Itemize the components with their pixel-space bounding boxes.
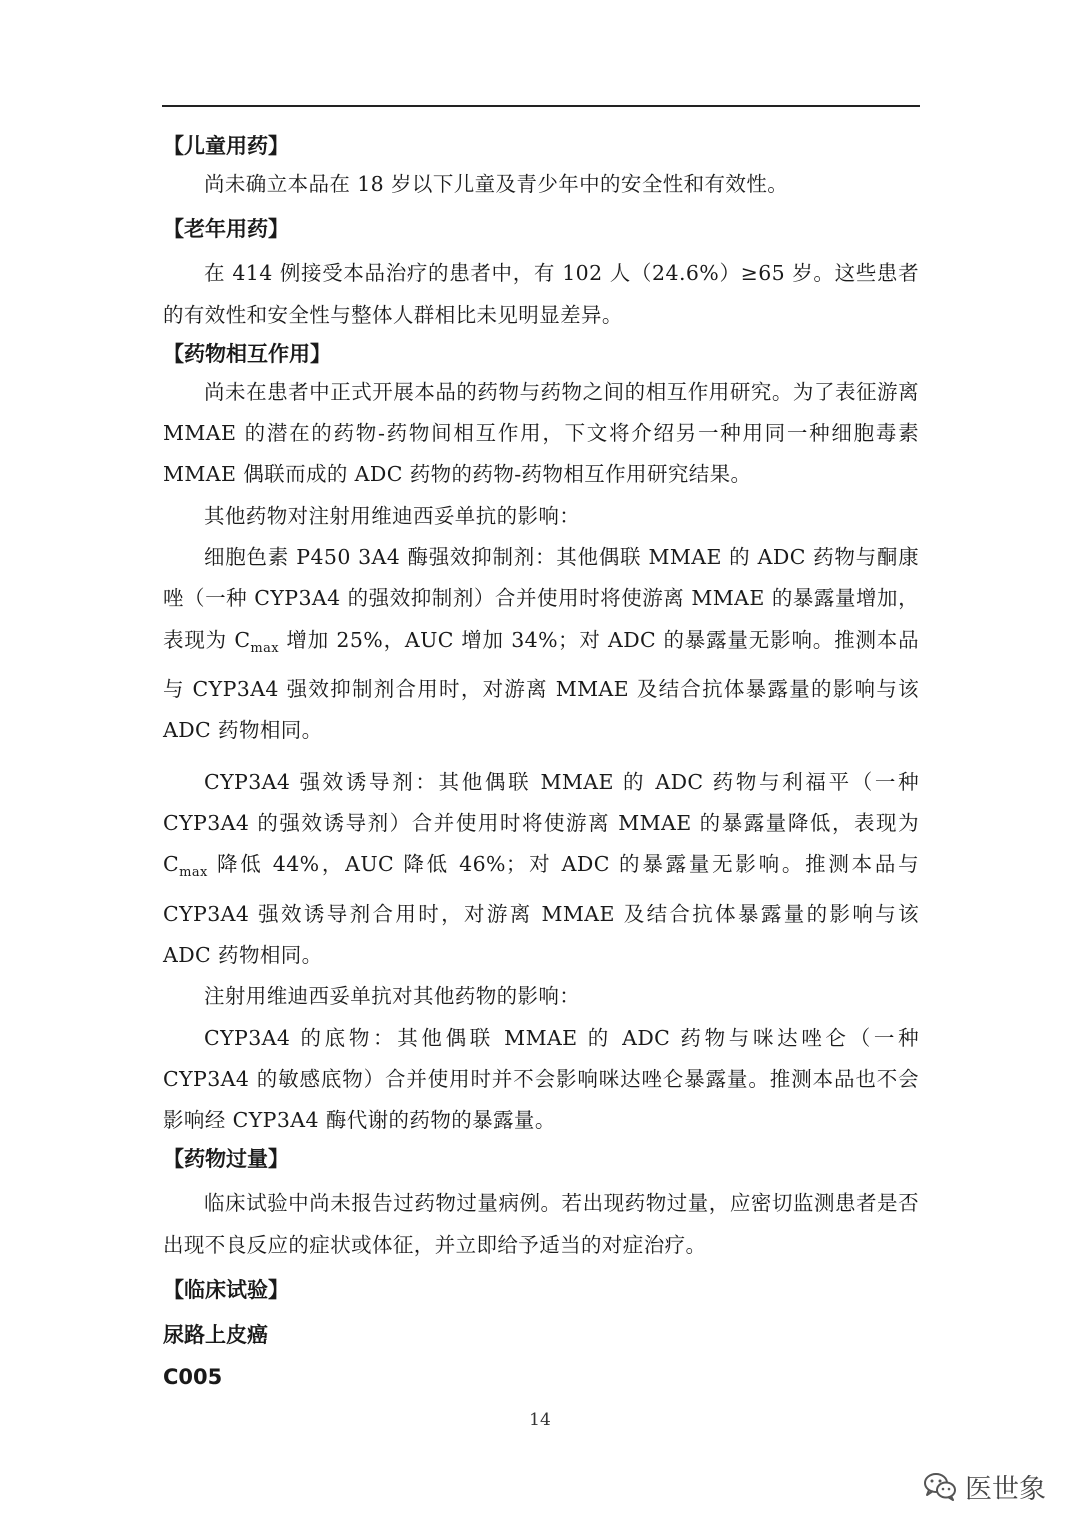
- document-body: [163, 128, 919, 1398]
- paragraph-overdose: 临床试验中尚未报告过药物过量病例。若出现药物过量，应密切监测患者是否出现不良反应的症状或体征，并立即给予适当的对症治疗。: [163, 1191, 919, 1257]
- header-rule: [162, 105, 920, 107]
- paragraph-cyp3a4-inducer: [163, 762, 919, 977]
- section-heading-overdose: 【药物过量】: [163, 1147, 289, 1172]
- study-id: C005: [163, 1365, 223, 1390]
- section-heading-geriatric: 【老年用药】: [163, 217, 289, 242]
- inhibitor-text-a: 细胞色素 P450 3A4 酶强效抑制剂：其他偶联 MMAE 的 ADC 药物与酮康唑（一种 CYP3A4 的强效抑制剂）合并使用时将使游离 MMAE 的暴露量增加，表现为 C: [163, 545, 919, 652]
- watermark-text: 医世象: [965, 1473, 1046, 1505]
- section-heading-interactions: 【药物相互作用】: [163, 341, 331, 366]
- wechat-icon: [923, 1471, 957, 1501]
- inducer-text-a: CYP3A4 强效诱导剂：其他偶联 MMAE 的 ADC 药物与利福平（一种 CYP3A4 的强效诱导剂）合并使用时将使游离 MMAE 的暴露量降低，表现为 C: [163, 769, 919, 877]
- subheading-urothelial: 尿路上皮癌: [163, 1323, 268, 1348]
- cmax-subscript: max: [179, 865, 208, 881]
- watermark: [923, 1466, 1046, 1506]
- section-heading-clinical: 【临床试验】: [163, 1278, 289, 1303]
- paragraph-other-drugs-effect: 其他药物对注射用维迪西妥单抗的影响：: [204, 503, 581, 528]
- page-number: 14: [529, 1410, 551, 1430]
- paragraph-pediatric: 尚未确立本品在 18 岁以下儿童及青少年中的安全性和有效性。: [204, 172, 789, 196]
- paragraph-cyp3a4-substrate: CYP3A4 的底物：其他偶联 MMAE 的 ADC 药物与咪达唑仑（一种 CYP3A4 的敏感底物）合并使用时并不会影响咪达唑仑暴露量。推测本品也不会影响经 CYP3A4 酶代谢的药物的暴露量。: [163, 1025, 919, 1133]
- inducer-text-b: 降低 44%，AUC 降低 46%；对 ADC 的暴露量无影响。推测本品与 CYP3A4 强效诱导剂合用时，对游离 MMAE 及结合抗体暴露量的影响与该 ADC 药物相同。: [163, 852, 919, 967]
- inhibitor-text-b: 增加 25%，AUC 增加 34%；对 ADC 的暴露量无影响。推测本品与 CYP3A4 强效抑制剂合用时，对游离 MMAE 及结合抗体暴露量的影响与该 ADC 药物相同。: [163, 627, 919, 743]
- paragraph-effect-on-other-drugs: 注射用维迪西妥单抗对其他药物的影响：: [204, 984, 581, 1009]
- paragraph-interactions-intro: 尚未在患者中正式开展本品的药物与药物之间的相互作用研究。为了表征游离 MMAE 的潜在的药物-药物间相互作用，下文将介绍另一种用同一种细胞毒素 MMAE 偶联而成的 ADC 药物的药物-药物相互作用研究结果。: [163, 379, 919, 487]
- section-heading-pediatric: 【儿童用药】: [163, 134, 289, 158]
- paragraph-cyp3a4-inhibitor: [163, 537, 919, 752]
- paragraph-geriatric: 在 414 例接受本品治疗的患者中，有 102 人（24.6%）≥65 岁。这些患者的有效性和安全性与整体人群相比未见明显差异。: [163, 261, 919, 327]
- cmax-subscript: max: [250, 640, 280, 656]
